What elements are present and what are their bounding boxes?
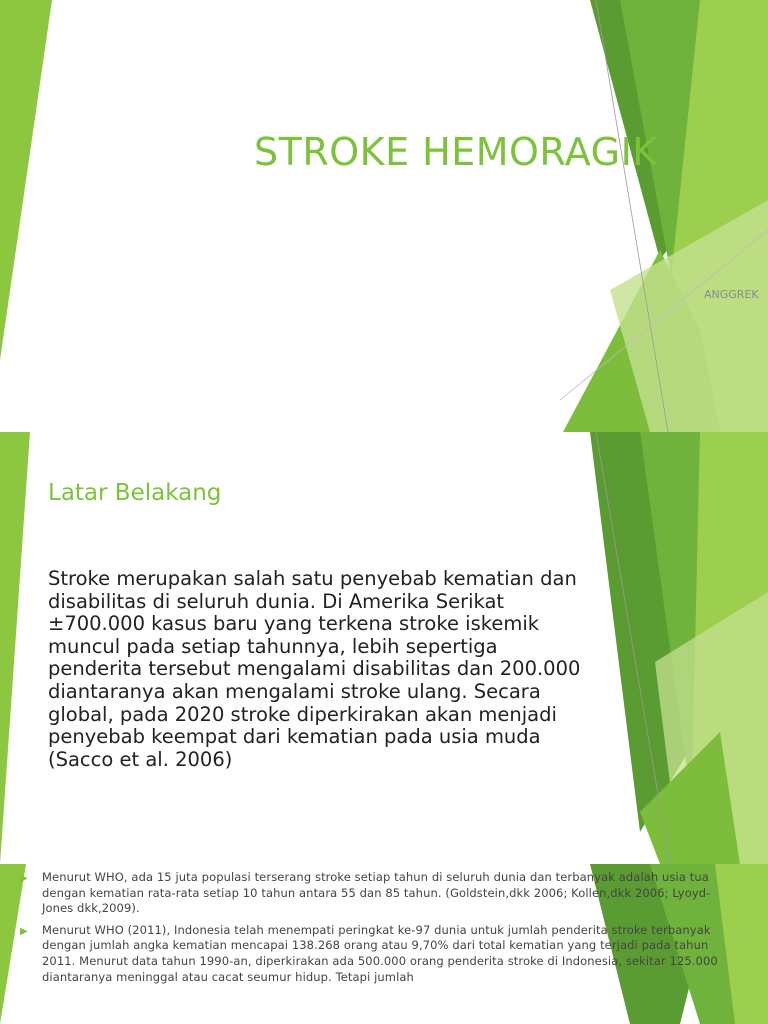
slide1-decoration [0, 0, 768, 432]
bullet-text: Menurut WHO (2011), Indonesia telah menempati peringkat ke-97 dunia untuk jumlah penderita stroke terbanyak dengan jumlah angka kematian mencapai 138.268 orang atau 9,70% dari total kematian yang terjadi pada tahun 2011. Menurut data tahun 1990-an, diperkirakan ada 500.000 orang penderita stroke di Indonesia, sekitar 125.000 diantaranya meninggal atau cacat seumur hidup. Tetapi jumlah [42, 922, 718, 984]
triangle-bullet-icon: ▶ [20, 925, 28, 937]
slide1-subtitle: ANGGREK [704, 288, 759, 301]
list-item [20, 923, 720, 985]
title-slide [0, 0, 768, 432]
content-slide [0, 432, 768, 864]
list-item [20, 870, 720, 917]
triangle-bullet-icon: ▶ [20, 873, 28, 884]
slide2-paragraph: Stroke merupakan salah satu penyebab kematian dan disabilitas di seluruh dunia. Di Amerika Serikat ±700.000 kasus baru yang terkena stroke iskemik muncul pada setiap tahunnya, lebih sepertiga penderita tersebut mengalami disabilitas dan 200.000 diantaranya akan mengalami stroke ulang. Secara global, pada 2020 stroke diperkirakan akan menjadi penyebab keempat dari kematian pada usia muda (Sacco et al. 2006) [48, 567, 581, 771]
bullet-slide [0, 864, 768, 1024]
left-green-shard [0, 432, 30, 864]
bullet-list [20, 870, 720, 991]
slide1-title: STROKE HEMORAGIK [254, 130, 658, 174]
slide2-heading: Latar Belakang [48, 480, 222, 506]
left-green-shard [0, 0, 52, 360]
bullet-text: Menurut WHO, ada 15 juta populasi terserang stroke setiap tahun di seluruh dunia dan terbanyak adalah usia tua dengan kematian rata-rata setiap 10 tahun antara 55 dan 85 tahun. (Goldstein,dkk 2006; Kollen,dkk 2006; Lyoyd-Jones dkk,2009). [42, 870, 711, 916]
